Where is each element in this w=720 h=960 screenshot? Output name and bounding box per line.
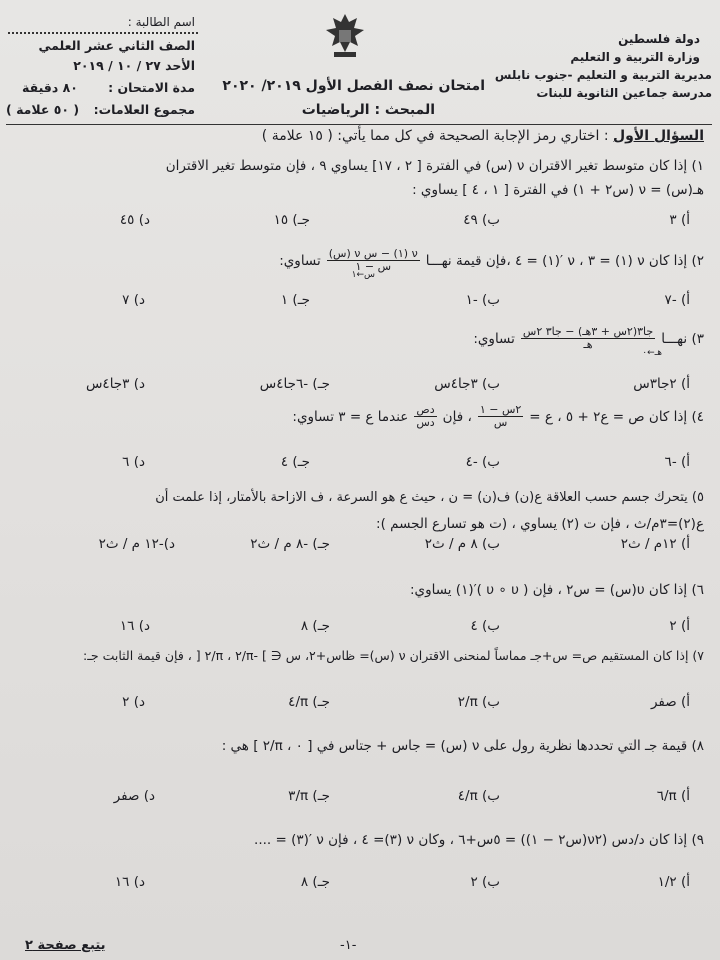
q2-text-end: تساوي:	[279, 252, 321, 269]
exam-date: الأحد ٢٧ / ١٠ / ٢٠١٩	[73, 58, 195, 73]
q4-derivative-denominator: دس	[416, 416, 435, 429]
q9-option-d[interactable]: د) ١٦	[114, 874, 145, 890]
q7-option-a[interactable]: أ) صفر	[650, 694, 690, 710]
q6-option-b[interactable]: ب) ٤	[470, 618, 500, 634]
q4-text-2: ، فإن	[442, 408, 472, 425]
q3-option-d[interactable]: د) ٣جا٤س	[85, 376, 145, 392]
q8-option-c[interactable]: جـ) π/٣	[288, 788, 330, 804]
ministry-name: وزارة التربية و التعليم	[570, 50, 700, 64]
q6-option-a[interactable]: أ) ٢	[669, 618, 690, 634]
q6-option-c[interactable]: جـ) ٨	[300, 618, 330, 634]
total-marks-label: مجموع العلامات:	[93, 102, 195, 117]
q5-option-d[interactable]: د)-١٢ م / ث٢	[98, 536, 175, 552]
q4-option-d[interactable]: د) ٦	[122, 454, 145, 470]
q4-fraction	[478, 404, 523, 429]
q7-option-c[interactable]: جـ) π/٤	[288, 694, 330, 710]
q2-option-c[interactable]: جـ) ١	[280, 292, 310, 308]
duration-value: ٨٠ دقيقة	[22, 80, 78, 95]
directorate-name: مديرية التربية و التعليم -جنوب نابلس	[494, 68, 712, 82]
q5-option-a[interactable]: أ) ١٢م / ث٢	[620, 536, 690, 552]
question-6-line: ٦) إذا كان υ(س) = س٢ ، فإن ( υ ∘ υ )′(١) يساوي:	[409, 582, 704, 598]
q3-option-c[interactable]: جـ) -٦جا٤س	[259, 376, 330, 392]
name-dotted-line	[8, 32, 198, 34]
continue-note: يتبع صفحة ٢	[25, 938, 106, 953]
q8-option-a[interactable]: أ) π/٦	[656, 788, 690, 804]
q9-option-a[interactable]: أ) ١/٢	[657, 874, 690, 890]
q2-limit-subscript: س←١	[351, 270, 375, 280]
question-8-line: ٨) قيمة جـ التي تحددها نظرية رول على ν (س) = جاس + جتاس في [ ٠ ، π/٢ ] هي :	[221, 738, 704, 754]
duration-label: مدة الامتحان :	[108, 80, 195, 95]
question-7-line: ٧) إذا كان المستقيم ص= س+جـ مماساً لمنحنى الاقتران ν (س)= ظاس+٢، س ∈ ] -π/٢ ، π/٢ [ ، فإن قيمة الثابت جـ:	[83, 648, 704, 663]
q1-option-a[interactable]: أ) ٣	[669, 212, 690, 228]
q2-fraction-denominator: س − ١	[355, 260, 392, 273]
grade-label: الصف الثاني عشر العلمي	[38, 38, 195, 53]
question-1-line-2: هـ(س) = ν (س٢ + ١) في الفترة [ ١ ، ٤ ] يساوي :	[412, 182, 704, 198]
q7-option-b[interactable]: ب) π/٢	[457, 694, 500, 710]
q4-derivative-numerator: دص	[416, 403, 435, 416]
student-name-label: اسم الطالبة :	[127, 15, 195, 29]
q4-option-c[interactable]: جـ) ٤	[280, 454, 310, 470]
question-2-line	[279, 248, 704, 273]
q6-option-d[interactable]: د) ١٦	[119, 618, 150, 634]
q3-limit-subscript: هـ←٠	[642, 348, 662, 358]
q4-option-a[interactable]: أ) -٦	[664, 454, 690, 470]
q1-option-b[interactable]: ب) ٤٩	[463, 212, 500, 228]
q1-option-c[interactable]: جـ) ١٥	[273, 212, 310, 228]
state-name: دولة فلسطين	[618, 32, 700, 46]
q2-option-a[interactable]: أ) -٧	[664, 292, 690, 308]
question-9-line: ٩) إذا كان د/دس (ν٢(س٢ − ١)) = ٥س+٦ ، وكان ν (٣)= ٤ ، فإن ν ′(٣) = ....	[254, 832, 704, 848]
q3-option-a[interactable]: أ) ٢جا٣س	[633, 376, 690, 392]
palestine-eagle-emblem	[320, 10, 370, 60]
q3-option-b[interactable]: ب) ٣جا٤س	[434, 376, 500, 392]
q3-fraction	[521, 326, 655, 351]
q1-option-d[interactable]: د) ٤٥	[119, 212, 150, 228]
q8-option-b[interactable]: ب) π/٤	[457, 788, 500, 804]
q4-text-3: عندما ع = ٣ تساوي:	[292, 408, 409, 425]
section-instruction: : اختاري رمز الإجابة الصحيحة في كل مما يأتي: ( ١٥ علامة )	[261, 128, 609, 144]
header-divider	[6, 124, 712, 125]
q3-fraction-denominator: هـ	[583, 338, 593, 351]
subject-title: المبحث : الرياضيات	[301, 102, 435, 118]
q3-text-end: تساوي:	[473, 330, 515, 347]
q7-option-d[interactable]: د) ٢	[122, 694, 145, 710]
total-marks-value: ( ٥٠ علامة )	[6, 102, 80, 117]
section-instruction-row	[262, 128, 704, 144]
q9-option-c[interactable]: جـ) ٨	[300, 874, 330, 890]
question-3-line	[473, 326, 704, 351]
q4-option-b[interactable]: ب) -٤	[465, 454, 500, 470]
q9-option-b[interactable]: ب) ٢	[470, 874, 500, 890]
q4-fraction-numerator: ٢س − ١	[479, 403, 522, 416]
q2-option-b[interactable]: ب) -١	[465, 292, 500, 308]
question-5-line-2: ع(٢)=٣م/ث ، فإن ت (٢) يساوي ، (ت هو تسارع الجسم ):	[376, 516, 704, 532]
q5-option-c[interactable]: جـ) -٨ م / ث٢	[250, 536, 330, 552]
q4-text-1: ٤) إذا كان ص = ع٢ + ٥ ، ع =	[529, 408, 704, 425]
question-1-line-1: ١) إذا كان متوسط تغير الاقتران ν (س) في الفترة [ ٢ ، ١٧] يساوي ٩ ، فإن متوسط تغير الاقتران	[165, 158, 704, 174]
q3-fraction-numerator: جا٣(٢س + ٣هـ) − جا٣ ٢س	[522, 325, 654, 338]
q2-text: ٢) إذا كان ν (١) = ٣ ، ν ′(١) = ٤ ،فإن قيمة نهـــا	[425, 252, 704, 269]
q4-derivative	[414, 404, 436, 429]
q2-fraction-numerator: ν (١) − س ν (س)	[328, 247, 418, 260]
q8-option-d[interactable]: د) صفر	[113, 788, 155, 804]
question-4-line	[292, 404, 704, 429]
q5-option-b[interactable]: ب) ٨ م / ث٢	[424, 536, 500, 552]
q4-fraction-denominator: س	[493, 416, 508, 429]
question-5-line-1: ٥) يتحرك جسم حسب العلاقة ع(ن) ف(ن) = ن ، حيث ع هو السرعة ، ف الازاحة بالأمتار، إذا علمت أن	[155, 490, 704, 505]
section-title: السؤال الأول	[613, 128, 704, 144]
q3-text: ٣) نهـــا	[661, 330, 704, 347]
page-number: -١-	[340, 938, 357, 953]
school-name: مدرسة جماعين الثانوية للبنات	[536, 86, 712, 100]
q2-option-d[interactable]: د) ٧	[122, 292, 145, 308]
exam-title: امتحان نصف الفصل الأول ٢٠١٩/ ٢٠٢٠	[222, 78, 485, 94]
